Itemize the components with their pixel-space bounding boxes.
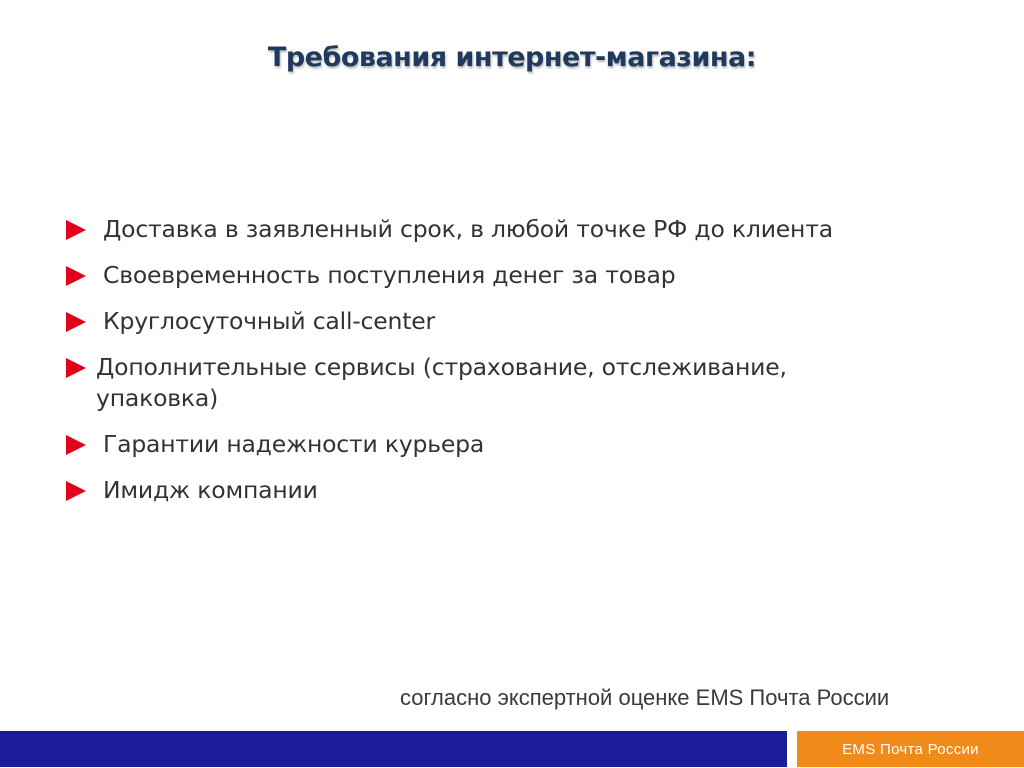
logo-text: EMS Почта России: [842, 740, 979, 758]
source-footnote: согласно экспертной оценке EMS Почта России: [400, 685, 890, 710]
red-triangle-icon: [66, 358, 86, 378]
bullet-text: Дополнительные сервисы (страхование, отслеживание, упаковка): [96, 353, 787, 412]
bullet-item: [66, 214, 966, 245]
bullet-text: Имидж компании: [103, 476, 318, 504]
bullet-text: Доставка в заявленный срок, в любой точке РФ до клиента: [103, 215, 833, 243]
footer-bar: [0, 731, 787, 767]
red-triangle-icon: [66, 481, 86, 501]
ems-logo: [797, 731, 1024, 767]
bullet-item: [66, 475, 966, 506]
red-triangle-icon: [66, 435, 86, 455]
bullet-list: [66, 214, 966, 521]
bullet-text: Круглосуточный call-center: [103, 307, 435, 335]
bullet-item: [66, 260, 966, 291]
bullet-text: Гарантии надежности курьера: [103, 430, 485, 458]
red-triangle-icon: [66, 220, 86, 240]
red-triangle-icon: [66, 312, 86, 332]
bullet-item: [66, 429, 966, 460]
bullet-item: [66, 306, 966, 337]
bullet-text: Своевременность поступления денег за товар: [103, 261, 676, 289]
red-triangle-icon: [66, 266, 86, 286]
bullet-item: [66, 352, 966, 414]
slide-title: Требования интернет-магазина:: [267, 42, 757, 73]
